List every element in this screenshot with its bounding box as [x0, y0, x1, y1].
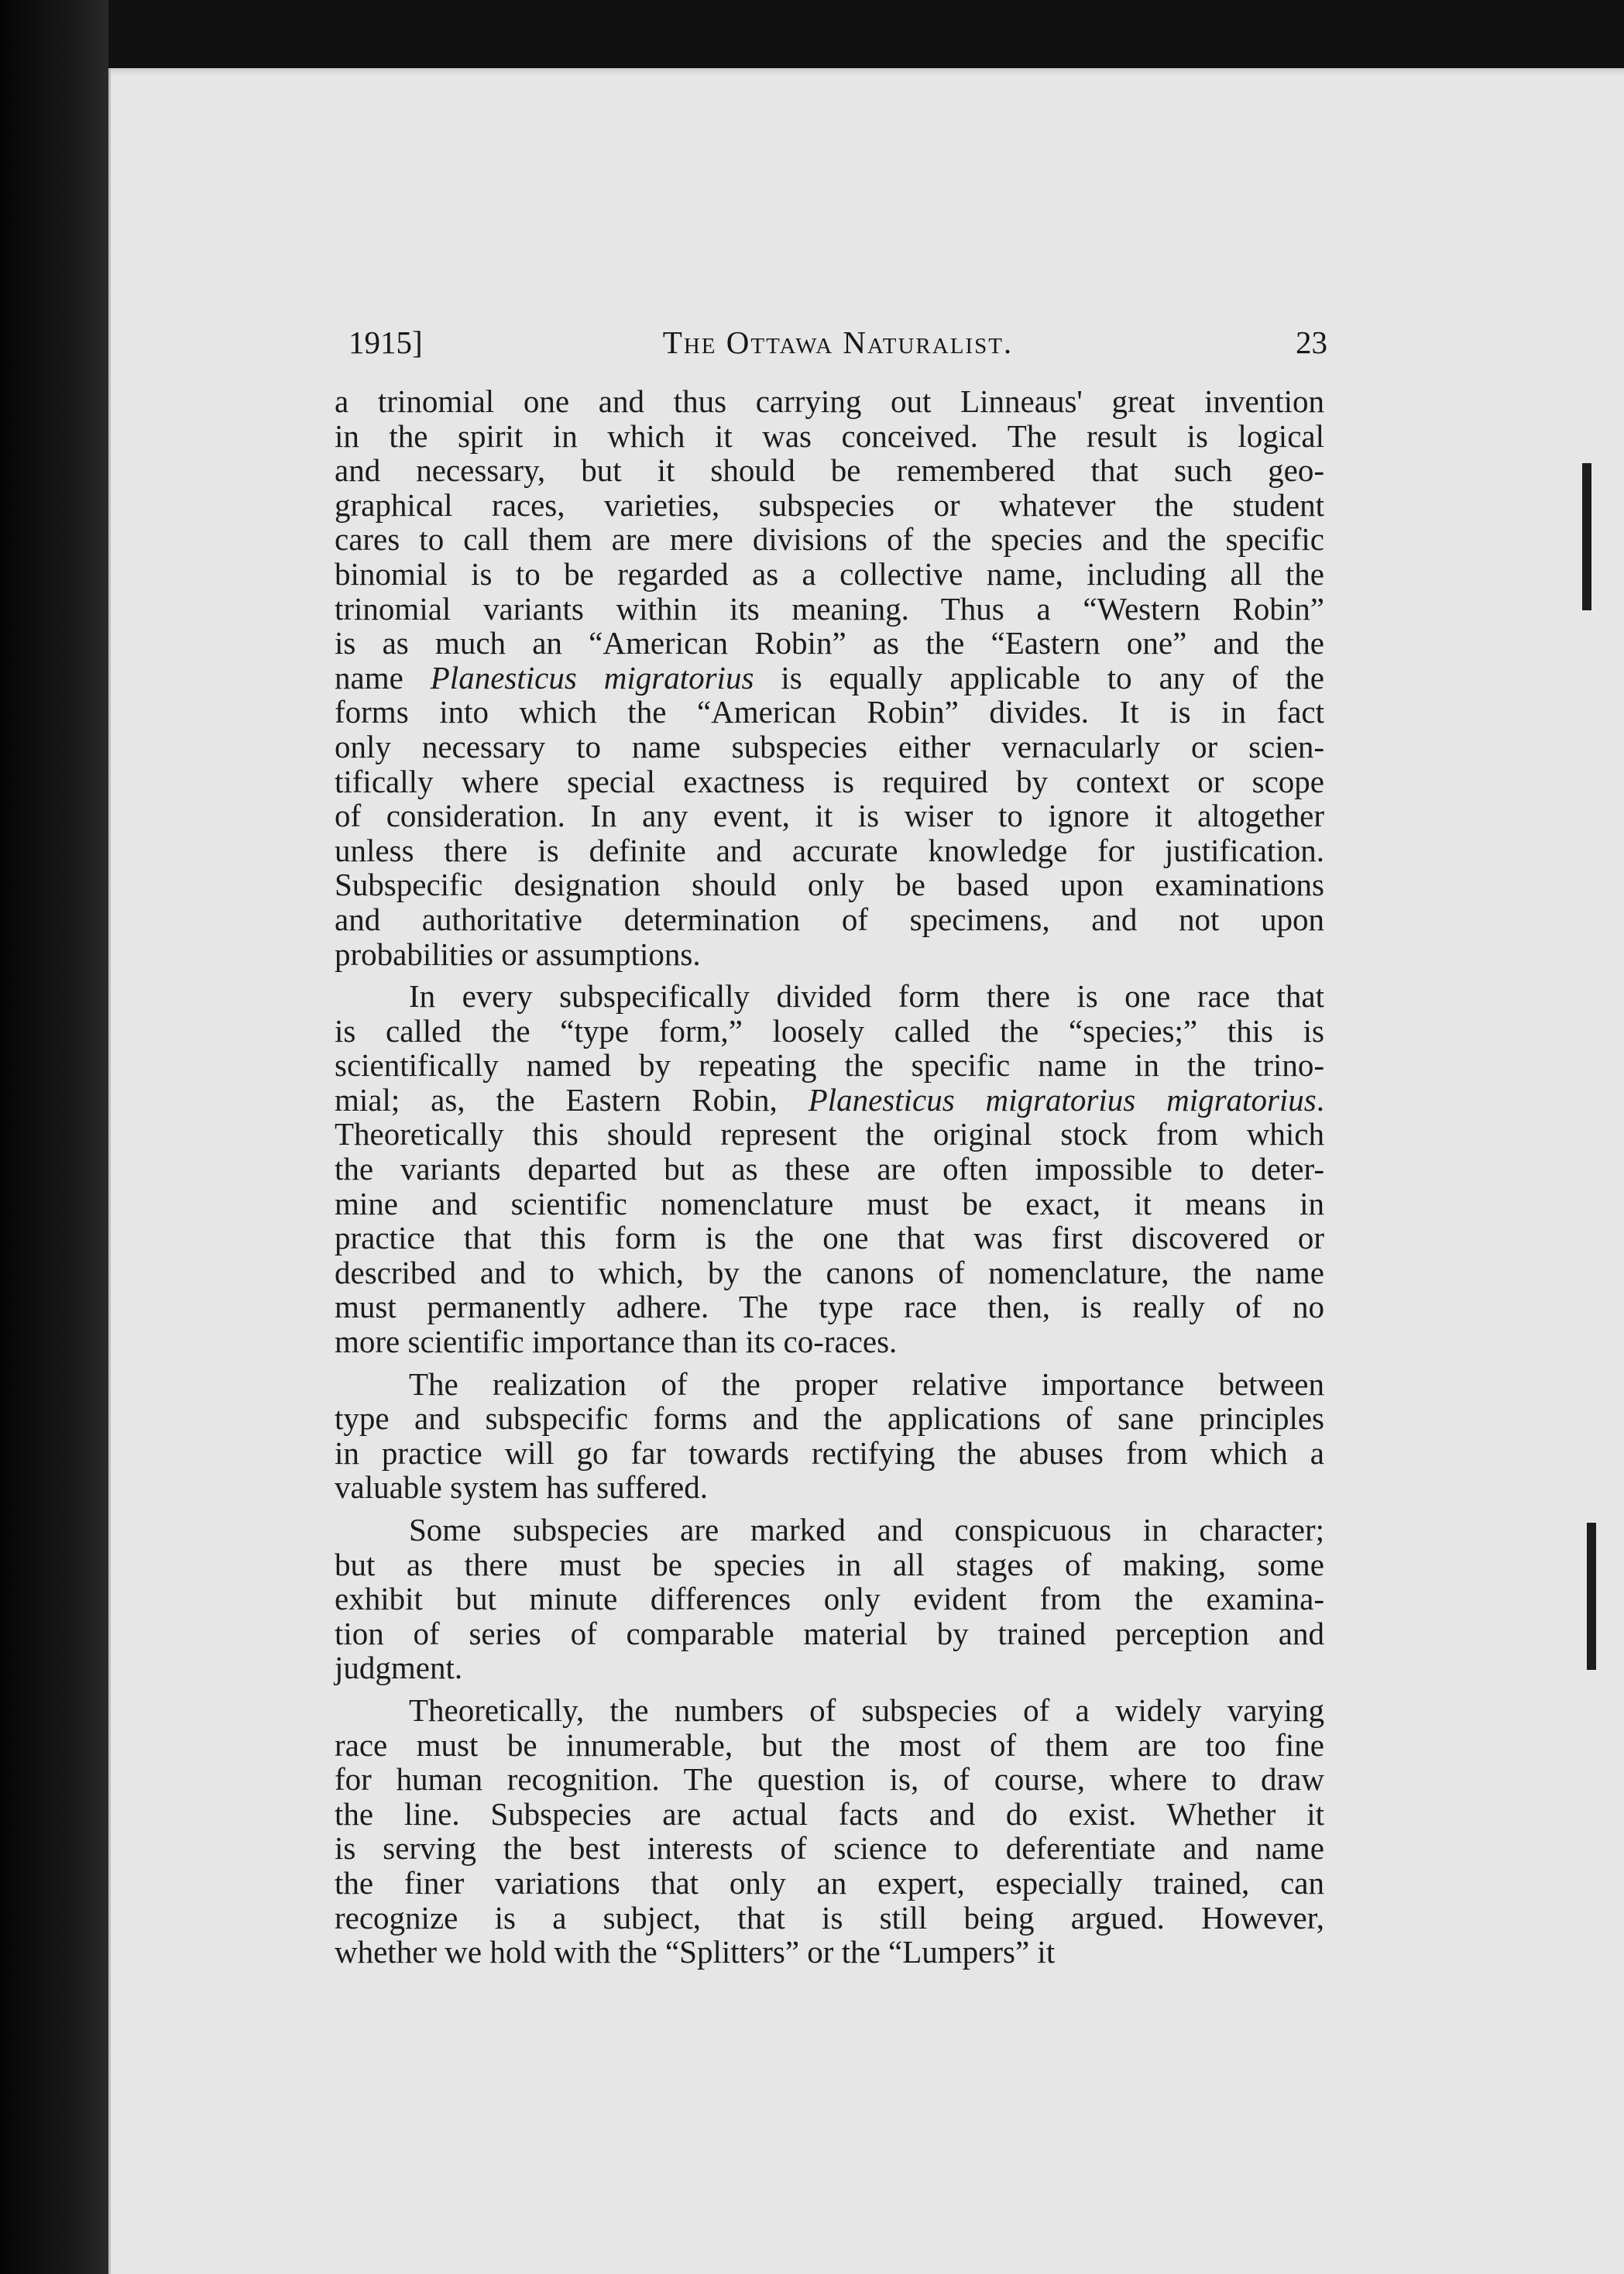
text-line: practice that this form is the one that was first discovered or [335, 1220, 1324, 1256]
text-line: scientifically named by repeating the specific name in the trino- [335, 1047, 1324, 1084]
text-line: name Planesticus migratorius is equally applicable to any of the [335, 659, 1324, 696]
text-line: tion of series of comparable material by trained perception and [335, 1615, 1324, 1651]
text-line: trinomial variants within its meaning. Thus a “Western Robin” [335, 590, 1324, 627]
text-line: race must be innumerable, but the most of them are too fine [335, 1726, 1324, 1763]
text-line: more scientific importance than its co-races. [335, 1324, 898, 1360]
header-journal-title: The Ottawa Naturalist. [662, 325, 1014, 360]
text-line: unless there is definite and accurate knowledge for justification. [335, 832, 1324, 868]
text-line: Subspecific designation should only be based upon examinations [335, 867, 1324, 903]
text-line: tifically where special exactness is required by context or scope [335, 763, 1324, 799]
text-line: binomial is to be regarded as a collective name, including all the [335, 555, 1324, 592]
text-line: The realization of the proper relative importance between [409, 1365, 1324, 1402]
text-line: cares to call them are mere divisions of the species and the specific [335, 521, 1324, 558]
text-line: mial; as, the Eastern Robin, Planesticus migratorius migratorius. [335, 1081, 1324, 1118]
text-line: exhibit but minute differences only evident from the examina- [335, 1581, 1324, 1617]
body-text [335, 384, 1324, 1970]
text-line: the line. Subspecies are actual facts and do exist. Whether it [335, 1795, 1324, 1832]
text-line: is called the “type form,” loosely called the “species;” this is [335, 1012, 1324, 1049]
margin-mark [1587, 1523, 1596, 1670]
scientific-name: Planesticus migratorius migratorius [808, 1081, 1317, 1118]
text-line: graphical races, varieties, subspecies or whatever the student [335, 486, 1324, 523]
text-line: probabilities or assumptions. [335, 936, 701, 972]
text-line: must permanently adhere. The type race then, is really of no [335, 1289, 1324, 1325]
margin-mark [1582, 463, 1591, 610]
text-line: forms into which the “American Robin” divides. It is in fact [335, 694, 1324, 730]
text-line: in the spirit in which it was conceived. The result is logical [335, 417, 1324, 454]
text-line: but as there must be species in all stages of making, some [335, 1546, 1324, 1582]
text-line: Some subspecies are marked and conspicuous in character; [409, 1512, 1324, 1547]
scan-border-top [0, 0, 1624, 76]
text-line: of consideration. In any event, it is wiser to ignore it altogether [335, 798, 1324, 834]
text-line: Theoretically, the numbers of subspecies of a widely varying [409, 1692, 1324, 1728]
text-line: is serving the best interests of science to deferentiate and name [335, 1830, 1324, 1867]
text-line: mine and scientific nomenclature must be exact, it means in [335, 1185, 1324, 1221]
text-line: and authoritative determination of specimens, and not upon [335, 901, 1324, 937]
text-line: only necessary to name subspecies either vernacularly or scien- [335, 728, 1324, 764]
text-line: Theoretically this should represent the original stock from which [335, 1116, 1324, 1152]
text-line: the variants departed but as these are often impossible to deter- [335, 1151, 1324, 1187]
text-line: valuable system has suffered. [335, 1469, 708, 1506]
text-line: described and to which, by the canons of nomenclature, the name [335, 1254, 1324, 1290]
header-year: 1915] [348, 325, 423, 360]
text-line: recognize is a subject, that is still being argued. However, [335, 1899, 1324, 1936]
text-line: a trinomial one and thus carrying out Linneaus' great invention [335, 383, 1324, 419]
text-line: is as much an “American Robin” as the “Eastern one” and the [335, 625, 1324, 661]
text-line: type and subspecific forms and the applications of sane principles [335, 1400, 1324, 1437]
page-number: 23 [1296, 325, 1327, 360]
text-line: In every subspecifically divided form there is one race that [409, 978, 1324, 1015]
text-line: whether we hold with the “Splitters” or the “Lumpers” it [335, 1934, 1056, 1970]
scan-border-left [0, 0, 108, 2274]
text-line: judgment. [335, 1650, 463, 1686]
scientific-name: Planesticus migratorius [430, 659, 754, 696]
text-line: for human recognition. The question is, of course, where to draw [335, 1761, 1324, 1798]
text-line: in practice will go far towards rectifying the abuses from which a [335, 1434, 1324, 1471]
text-line: the finer variations that only an expert, especially trained, can [335, 1864, 1324, 1901]
running-header [348, 324, 1327, 367]
text-line: and necessary, but it should be remembered that such geo- [335, 452, 1324, 489]
